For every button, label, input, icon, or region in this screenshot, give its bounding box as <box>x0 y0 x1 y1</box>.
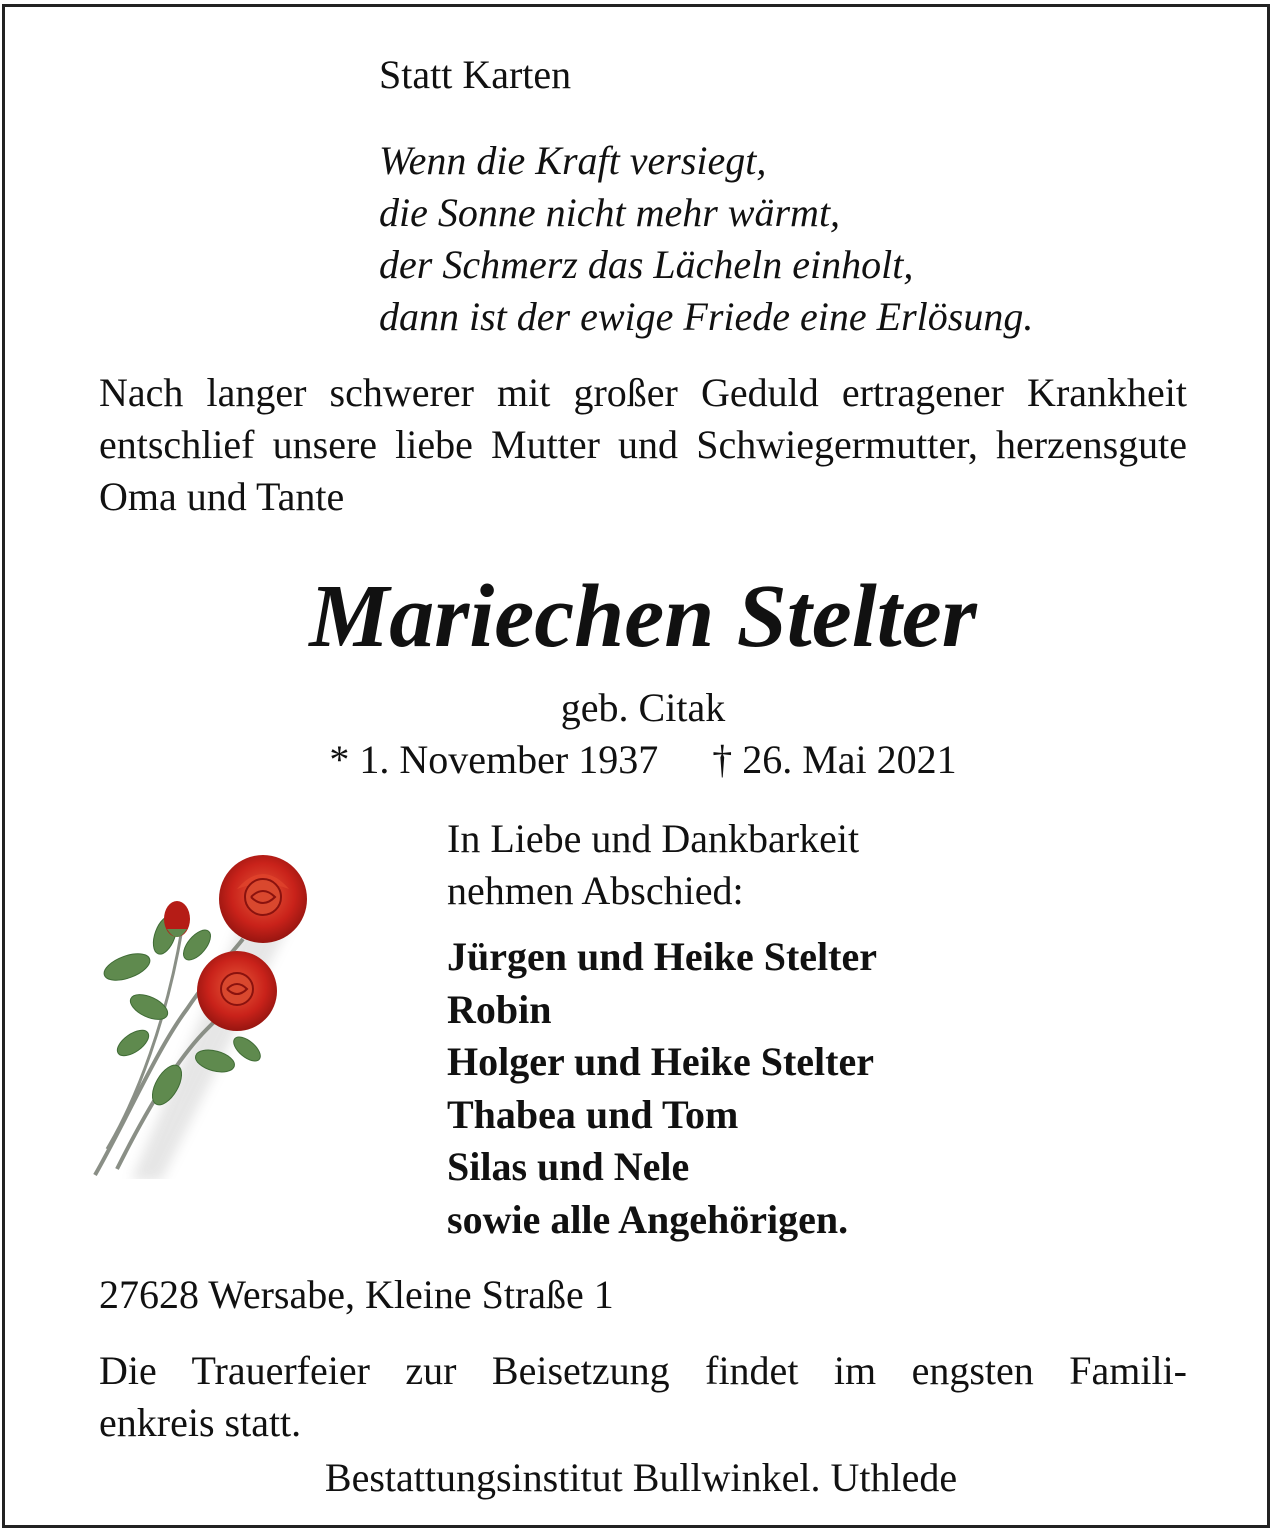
maiden-name: geb. Citak <box>560 685 726 730</box>
poem-line: der Schmerz das Lächeln einholt, <box>379 242 914 287</box>
farewell-line: nehmen Abschied: <box>447 868 744 913</box>
undertaker <box>5 1453 1280 1503</box>
obituary-notice <box>2 4 1270 1528</box>
mourner: Silas und Nele <box>447 1144 690 1189</box>
farewell-text <box>447 813 859 917</box>
farewell-line: In Liebe und Dankbarkeit <box>447 816 860 861</box>
mourner: Thabea und Tom <box>447 1091 739 1137</box>
birth-date: * 1. November 1937 <box>329 737 659 782</box>
ceremony-info <box>99 1345 1187 1449</box>
poem-line: Wenn die Kraft versiegt, <box>379 138 767 183</box>
notice-header: Statt Karten <box>379 52 572 97</box>
life-dates <box>5 735 1280 785</box>
undertaker-name: Bestattungsinstitut Bullwinkel. Uthlede <box>324 1455 958 1500</box>
mourner: Robin <box>447 986 552 1032</box>
intro-text: Nach langer schwerer mit großer Geduld ertragener Krankheit entschlief unsere liebe Mutter und Schwiegermutter, herzensgute Oma und Tante <box>99 370 1187 519</box>
poem <box>379 135 1033 343</box>
ceremony-line: enkreis statt. <box>99 1400 302 1445</box>
address: 27628 Wersabe, Kleine Straße 1 <box>99 1272 614 1317</box>
mourner: sowie alle Angehörigen. <box>447 1196 849 1242</box>
deceased-name: Mariechen Stelter <box>309 567 977 666</box>
mourner: Jürgen und Heike Stelter <box>447 934 877 979</box>
poem-line: die Sonne nicht mehr wärmt, <box>379 190 841 235</box>
poem-line: dann ist der ewige Friede eine Erlösung. <box>379 294 1034 339</box>
ceremony-line: Die Trauerfeier zur Beisetzung findet im engsten Famili- <box>99 1348 1187 1393</box>
roses-icon <box>87 849 321 1179</box>
mourners-list <box>447 931 877 1246</box>
death-date: † 26. Mai 2021 <box>712 737 957 782</box>
mourner: Holger und Heike Stelter <box>447 1039 874 1084</box>
